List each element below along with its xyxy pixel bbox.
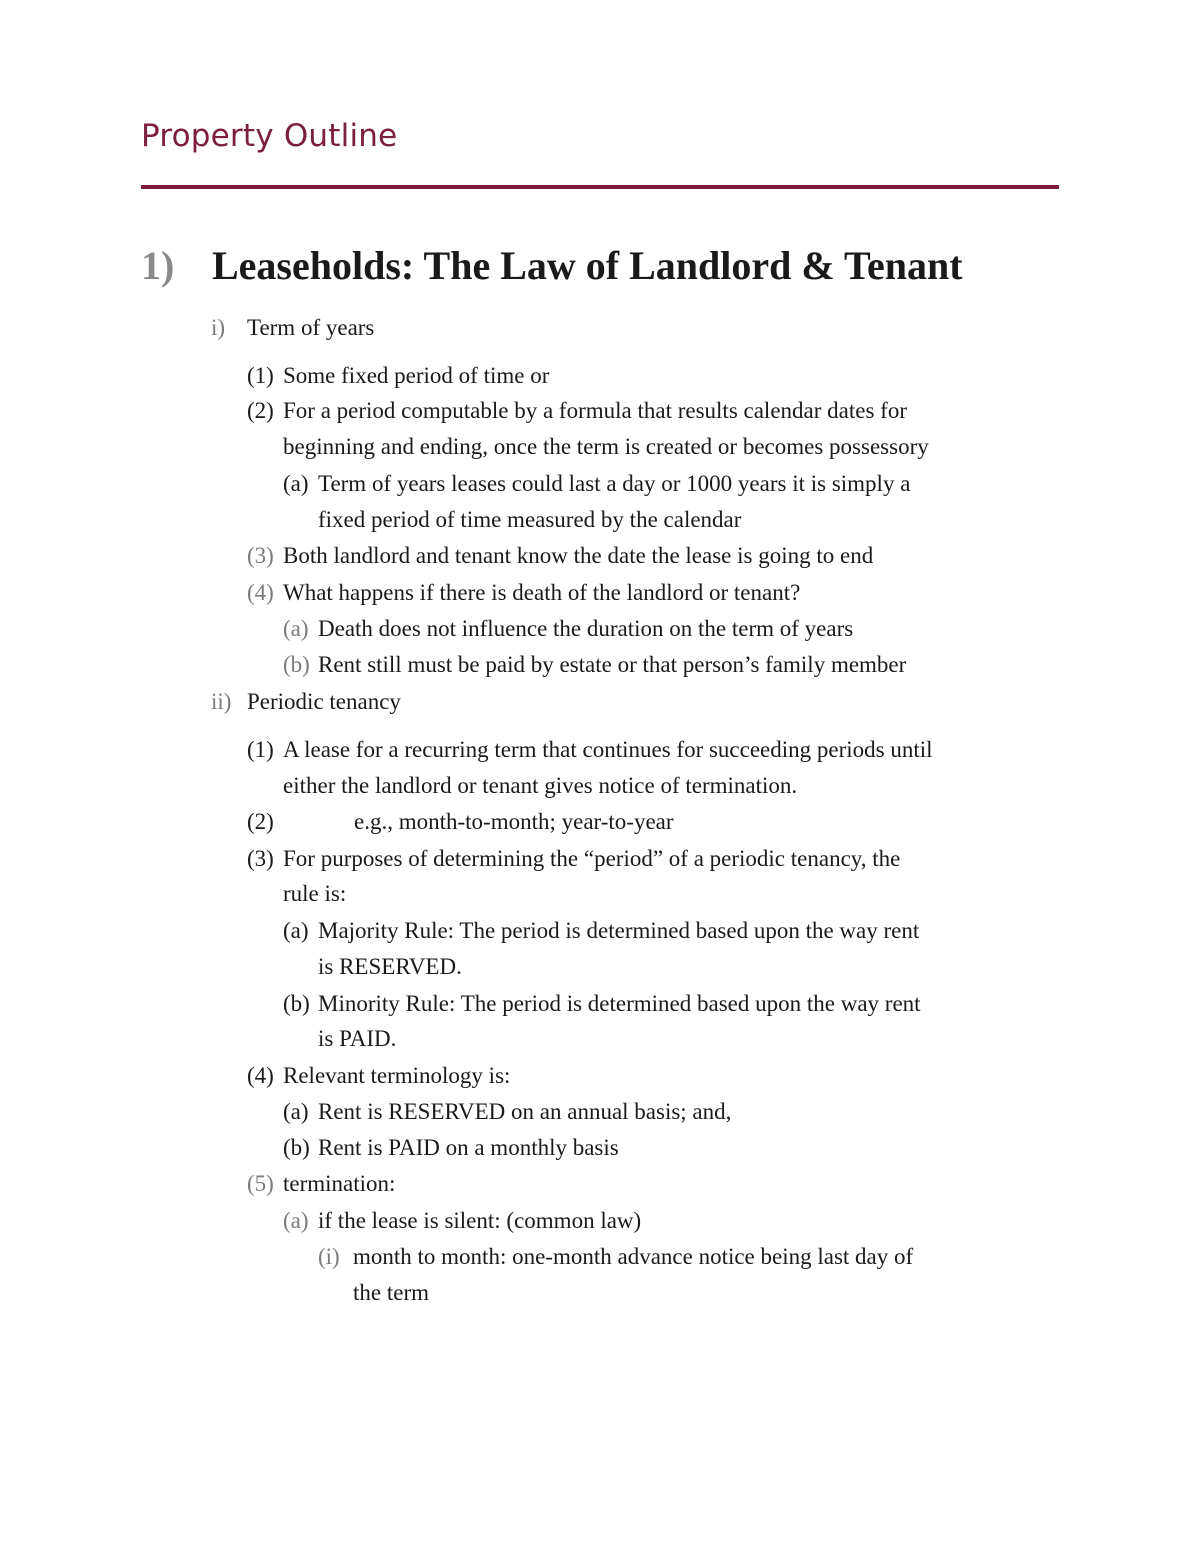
list-marker: (1): [247, 363, 274, 388]
list-marker: (4): [247, 1063, 274, 1088]
list-item-text: For a period computable by a formula that results calendar dates for: [283, 398, 907, 423]
list-marker: (a): [283, 616, 309, 641]
list-item-text: fixed period of time measured by the calendar: [318, 507, 742, 532]
list-marker: i): [211, 315, 226, 340]
list-marker: ii): [211, 689, 232, 714]
list-item-text: Relevant terminology is:: [283, 1063, 511, 1088]
list-marker: (2): [247, 809, 274, 834]
list-item-text: Minority Rule: The period is determined based upon the way rent: [318, 991, 921, 1016]
list-item-text: is PAID.: [318, 1026, 397, 1051]
list-item-text: month to month: one-month advance notice being last day of: [353, 1244, 914, 1269]
list-marker: (1): [247, 737, 274, 762]
list-item-text: the term: [353, 1280, 429, 1305]
list-item-label: Term of years: [247, 315, 375, 340]
list-item-text: For purposes of determining the “period” of a periodic tenancy, the: [283, 846, 901, 871]
section-heading: Leaseholds: The Law of Landlord & Tenant: [212, 243, 963, 288]
list-item-text: Both landlord and tenant know the date the lease is going to end: [283, 543, 874, 568]
list-item-text: is RESERVED.: [318, 954, 462, 979]
list-marker: (i): [318, 1244, 340, 1269]
list-item-text: Some fixed period of time or: [283, 363, 550, 388]
page-title: Property Outline: [141, 118, 398, 154]
list-marker: (a): [283, 1208, 309, 1233]
heading-number: 1): [141, 243, 175, 288]
list-item-text: Rent still must be paid by estate or that person’s family member: [318, 652, 907, 677]
list-item-text: rule is:: [283, 881, 347, 906]
list-item-text: if the lease is silent: (common law): [318, 1208, 642, 1233]
list-marker: (a): [283, 1099, 309, 1124]
list-marker: (b): [283, 652, 310, 677]
list-item-text: Majority Rule: The period is determined based upon the way rent: [318, 918, 920, 943]
list-marker: (5): [247, 1171, 274, 1196]
list-marker: (3): [247, 846, 274, 871]
title-divider: [141, 185, 1059, 189]
list-item-text: Rent is RESERVED on an annual basis; and,: [318, 1099, 732, 1124]
list-item-text: Death does not influence the duration on the term of years: [318, 616, 854, 641]
list-item-text: What happens if there is death of the landlord or tenant?: [283, 580, 801, 605]
list-marker: (2): [247, 398, 274, 423]
list-item-label: Periodic tenancy: [247, 689, 401, 714]
list-marker: (b): [283, 1135, 310, 1160]
list-item-text: Term of years leases could last a day or 1000 years it is simply a: [318, 471, 911, 496]
list-marker: (a): [283, 918, 309, 943]
list-marker: (b): [283, 991, 310, 1016]
list-marker: (3): [247, 543, 274, 568]
list-marker: (a): [283, 471, 309, 496]
list-item-text: beginning and ending, once the term is created or becomes possessory: [283, 434, 929, 459]
list-item-text: A lease for a recurring term that continues for succeeding periods until: [283, 737, 933, 762]
list-item-text: Rent is PAID on a monthly basis: [318, 1135, 619, 1160]
list-item-text: either the landlord or tenant gives notice of termination.: [283, 773, 798, 798]
list-item-text: e.g., month-to-month; year-to-year: [354, 809, 674, 834]
list-marker: (4): [247, 580, 274, 605]
list-item-text: termination:: [283, 1171, 396, 1196]
